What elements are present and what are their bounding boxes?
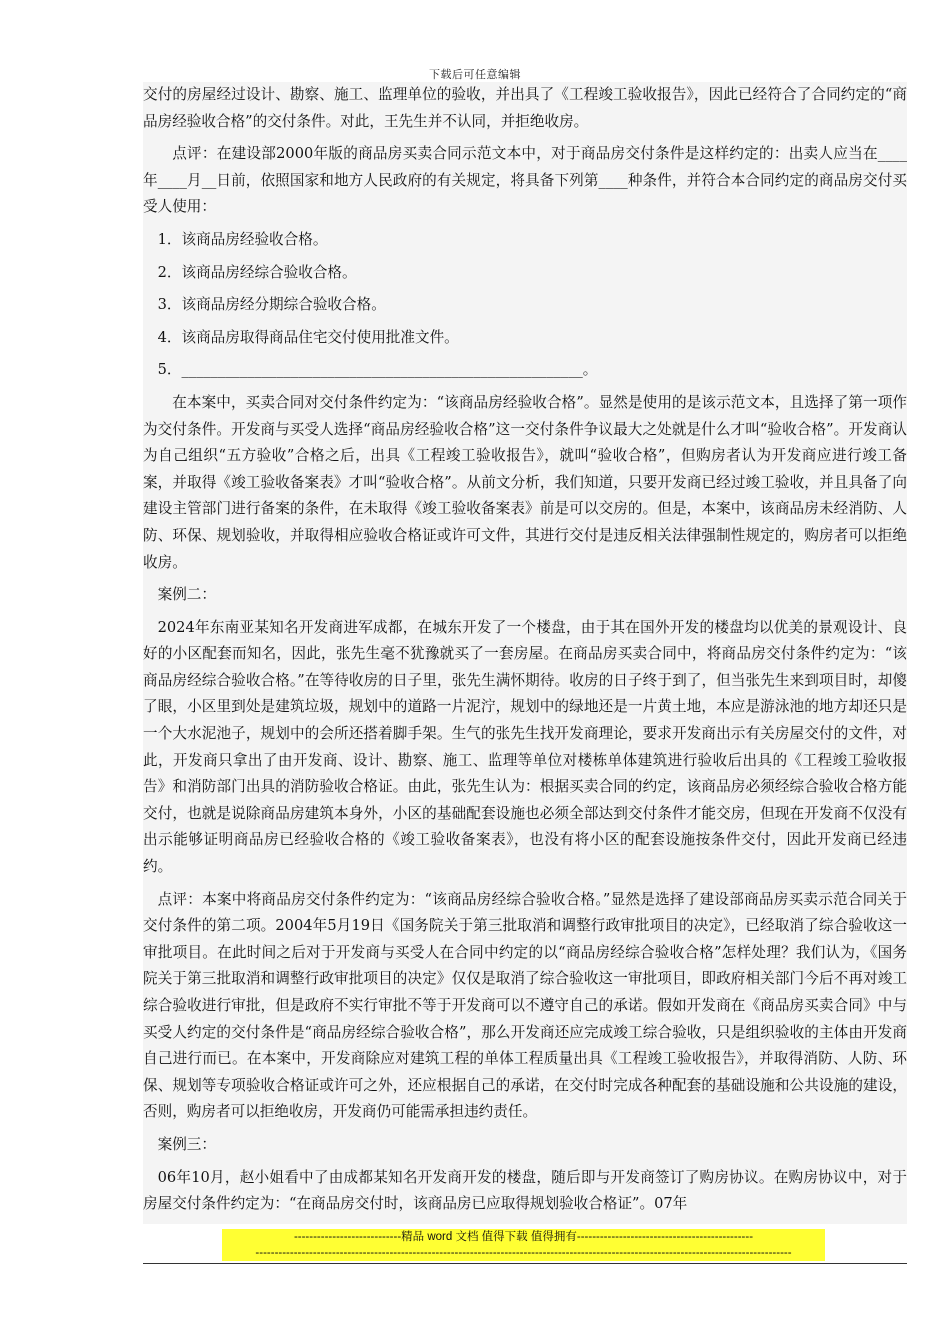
option-item-4: 4．该商品房取得商品住宅交付使用批准文件。 bbox=[157, 328, 459, 346]
case-two-heading: 案例二： bbox=[157, 586, 216, 604]
case-three-heading: 案例三： bbox=[157, 1135, 216, 1153]
case-two-paragraph: 2024年东南亚某知名开发商进军成都，在城东开发了一个楼盘，由于其在国外开发的楼盘均以优美的景观设计、良好的小区配套而知名，因此，张先生毫不犹豫就买了一套房屋。在商品房买卖合同中，将商品房交付条件约定为：“该商品房经综合验收合格。”在等待收房的日子里，张先生满怀期待。收房的日子终于到了，但当张先生来到项目时，却傻了眼，小区里到处是建筑垃圾，规划中的道路一片泥泞，规划中的绿地还是一片黄土地，本应是游泳池的地方却还只是一个大水泥池子，规划中的会所还搭着脚手架。生气的张先生找开发商理论，要求开发商出示有关房屋交付的文件，对此，开发商只拿出了由开发商、设计、勘察、施工、监理等单位对楼栋单体建筑进行验收后出具的《工程竣工验收报告》和消防部门出具的消防验收合格证。由此，张先生认为：根据买卖合同的约定，该商品房必须经综合验收合格方能交付，也就是说除商品房建筑本身外，小区的基础配套设施也必须全部达到交付条件才能交房，但现在开发商不仅没有出示能够证明商品房已经验收合格的《竣工验收备案表》，也没有将小区的配套设施按条件交付，因此开发商已经违约。 bbox=[143, 618, 907, 876]
option-item-3: 3．该商品房经分期综合验收合格。 bbox=[157, 296, 386, 314]
document-body bbox=[143, 82, 907, 1224]
option-item-2: 2．该商品房经综合验收合格。 bbox=[157, 263, 357, 281]
footer-banner bbox=[222, 1229, 825, 1261]
footer-line-2: -------------------------------------------------------------------------------------------------------------------------------------------- bbox=[255, 1247, 792, 1259]
footer-divider bbox=[143, 1263, 907, 1264]
comment-paragraph-2: 点评：本案中将商品房交付条件约定为：“该商品房经综合验收合格。”显然是选择了建设部商品房买卖示范合同关于交付条件的第二项。2004年5月19日《国务院关于第三批取消和调整行政审批项目的决定》，已经取消了综合验收这一审批项目。在此时间之后对于开发商与买受人在合同中约定的以“商品房经综合验收合格”怎样处理？我们认为，《国务院关于第三批取消和调整行政审批项目的决定》仅仅是取消了综合验收这一审批项目，即政府相关部门今后不再对竣工综合验收进行审批，但是政府不实行审批不等于开发商可以不遵守自己的承诺。假如开发商在《商品房买卖合同》中与买受人约定的交付条件是“商品房经综合验收合格”，那么开发商还应完成竣工综合验收，只是组织验收的主体由开发商自己进行而已。在本案中，开发商除应对建筑工程的单体工程质量出具《工程竣工验收报告》，并取得消防、人防、环保、规划等专项验收合格证或许可之外，还应根据自己的承诺，在交付时完成各种配套的基础设施和公共设施的建设，否则，购房者可以拒绝收房，开发商仍可能需承担违约责任。 bbox=[143, 890, 907, 1121]
analysis-paragraph: 在本案中，买卖合同对交付条件约定为：“该商品房经验收合格”。显然是使用的是该示范文本，且选择了第一项作为交付条件。开发商与买受人选择“商品房经验收合格”这一交付条件争议最大之处就是什么才叫“验收合格”。开发商认为自己组织“五方验收”合格之后，出具《工程竣工验收报告》，就叫“验收合格”，但购房者认为开发商应进行竣工备案，并取得《竣工验收备案表》才叫“验收合格”。从前文分析，我们知道，只要开发商已经过竣工验收，并且具备了向建设主管部门进行备案的条件，在未取得《竣工验收备案表》前是可以交房的。但是，本案中，该商品房未经消防、人防、环保、规划验收，并取得相应验收合格证或许可文件，其进行交付是违反相关法律强制性规定的，购房者可以拒绝收房。 bbox=[143, 393, 907, 571]
intro-paragraph: 交付的房屋经过设计、勘察、施工、监理单位的验收，并出具了《工程竣工验收报告》，因此已经符合了合同约定的“商品房经验收合格”的交付条件。对此，王先生并不认同，并拒绝收房。 bbox=[143, 86, 907, 130]
option-item-1: 1．该商品房经验收合格。 bbox=[157, 230, 328, 248]
case-three-paragraph: 06年10月，赵小姐看中了由成都某知名开发商开发的楼盘，随后即与开发商签订了购房协议。在购房协议中，对于房屋交付条件约定为：“在商品房交付时，该商品房已应取得规划验收合格证”。07年 bbox=[143, 1168, 907, 1213]
option-item-5: 5．_______________________________________________________。 bbox=[157, 361, 598, 379]
footer-line-1: ----------------------------精品 word 文档 值得下载 值得拥有---------------------------------------------- bbox=[293, 1231, 754, 1243]
page-header: 下载后可任意编辑 bbox=[429, 68, 521, 81]
comment-paragraph-1: 点评：在建设部2000年版的商品房买卖合同示范文本中，对于商品房交付条件是这样约定的：出卖人应当在____年____月__日前，依照国家和地方人民政府的有关规定，将具备下列第____种条件，并符合本合同约定的商品房交付买受人使用： bbox=[143, 145, 907, 216]
